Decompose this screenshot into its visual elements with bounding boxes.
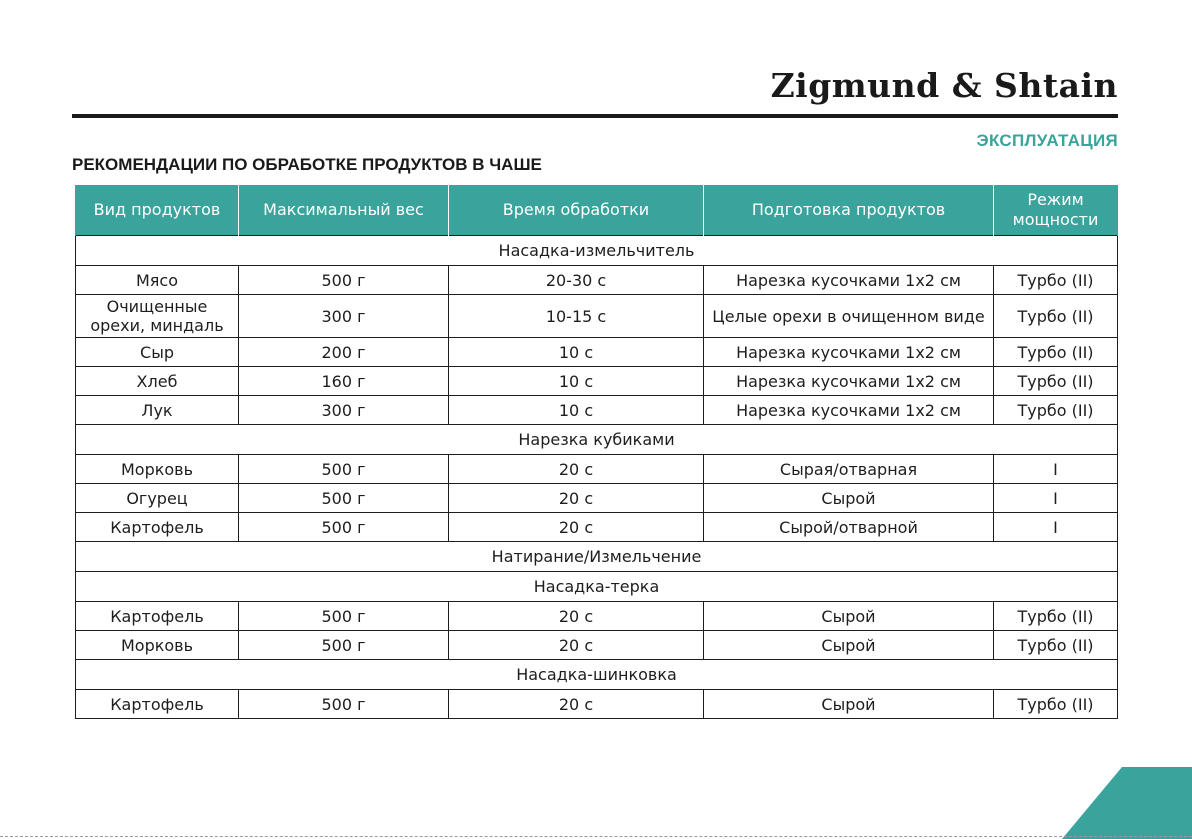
page-edge-line: [0, 836, 1192, 837]
table-cell: 20 с: [449, 631, 704, 660]
table-cell: Нарезка кусочками 1х2 см: [704, 338, 994, 367]
table-cell: Картофель: [76, 602, 239, 631]
table-cell: 20 с: [449, 690, 704, 719]
group-title: Нарезка кубиками: [76, 425, 1118, 455]
table-cell: Целые орехи в очищенном виде: [704, 295, 994, 338]
table-cell: 20 с: [449, 602, 704, 631]
table-body: [76, 236, 1118, 719]
column-header: Подготовка продуктов: [704, 185, 994, 236]
table-cell: 500 г: [239, 266, 449, 295]
table-cell: Турбо (II): [994, 338, 1118, 367]
table-row: [76, 513, 1118, 542]
table-cell: Огурец: [76, 484, 239, 513]
table-row: [76, 631, 1118, 660]
table-row: [76, 396, 1118, 425]
table-cell: Сыр: [76, 338, 239, 367]
table-cell: 20-30 с: [449, 266, 704, 295]
group-row: [76, 660, 1118, 690]
table-cell: Сырой: [704, 484, 994, 513]
corner-decoration: [1062, 767, 1192, 839]
section-label: ЭКСПЛУАТАЦИЯ: [976, 131, 1118, 150]
table-cell: 500 г: [239, 690, 449, 719]
page-title: РЕКОМЕНДАЦИИ ПО ОБРАБОТКЕ ПРОДУКТОВ В ЧАШЕ: [72, 155, 542, 174]
table-cell: Картофель: [76, 513, 239, 542]
table-cell: 500 г: [239, 631, 449, 660]
table-cell: Турбо (II): [994, 266, 1118, 295]
group-title: Насадка-терка: [76, 572, 1118, 602]
table-cell: I: [994, 513, 1118, 542]
table-cell: Турбо (II): [994, 367, 1118, 396]
column-header: Время обработки: [449, 185, 704, 236]
group-row: [76, 572, 1118, 602]
table-cell: 500 г: [239, 602, 449, 631]
table-row: [76, 295, 1118, 338]
table-cell: 500 г: [239, 513, 449, 542]
table-cell: Лук: [76, 396, 239, 425]
table-cell: Нарезка кусочками 1х2 см: [704, 367, 994, 396]
table-row: [76, 602, 1118, 631]
table-cell: 20 с: [449, 455, 704, 484]
table-cell: 10 с: [449, 367, 704, 396]
table-cell: Сырой: [704, 602, 994, 631]
table-cell: 500 г: [239, 455, 449, 484]
table-cell: 300 г: [239, 295, 449, 338]
table-row: [76, 484, 1118, 513]
processing-table: [75, 185, 1118, 719]
table-cell: 10-15 с: [449, 295, 704, 338]
table-cell: 10 с: [449, 396, 704, 425]
table-cell: I: [994, 484, 1118, 513]
group-title: Натирание/Измельчение: [76, 542, 1118, 572]
table-cell: 10 с: [449, 338, 704, 367]
table-cell: Турбо (II): [994, 602, 1118, 631]
table-cell: 200 г: [239, 338, 449, 367]
table-cell: Турбо (II): [994, 631, 1118, 660]
table-row: [76, 690, 1118, 719]
table-cell: 300 г: [239, 396, 449, 425]
table-cell: Нарезка кусочками 1х2 см: [704, 396, 994, 425]
table-cell: Морковь: [76, 631, 239, 660]
brand-logo: Zigmund & Shtain: [770, 66, 1118, 105]
table-row: [76, 367, 1118, 396]
column-header: Максимальный вес: [239, 185, 449, 236]
group-title: Насадка-измельчитель: [76, 236, 1118, 266]
table-row: [76, 338, 1118, 367]
group-row: [76, 236, 1118, 266]
table-cell: Турбо (II): [994, 396, 1118, 425]
table-cell: Сырой: [704, 690, 994, 719]
column-header: Вид продуктов: [76, 185, 239, 236]
table-cell: Мясо: [76, 266, 239, 295]
table-cell: I: [994, 455, 1118, 484]
table-cell: Сырая/отварная: [704, 455, 994, 484]
table-row: [76, 266, 1118, 295]
table-cell: Сырой/отварной: [704, 513, 994, 542]
table-row: [76, 455, 1118, 484]
table-cell: 20 с: [449, 484, 704, 513]
table-cell: Турбо (II): [994, 295, 1118, 338]
group-row: [76, 542, 1118, 572]
table-cell: Сырой: [704, 631, 994, 660]
table-cell: Картофель: [76, 690, 239, 719]
group-row: [76, 425, 1118, 455]
table-cell: 20 с: [449, 513, 704, 542]
table-cell: Нарезка кусочками 1х2 см: [704, 266, 994, 295]
column-header: Режим мощности: [994, 185, 1118, 236]
table-cell: Хлеб: [76, 367, 239, 396]
group-title: Насадка-шинковка: [76, 660, 1118, 690]
header-rule: [72, 114, 1118, 118]
table-cell: 160 г: [239, 367, 449, 396]
table-cell: 500 г: [239, 484, 449, 513]
table-cell: Очищенные орехи, миндаль: [76, 295, 239, 338]
table-header-row: [76, 185, 1118, 236]
table-cell: Морковь: [76, 455, 239, 484]
table-cell: Турбо (II): [994, 690, 1118, 719]
